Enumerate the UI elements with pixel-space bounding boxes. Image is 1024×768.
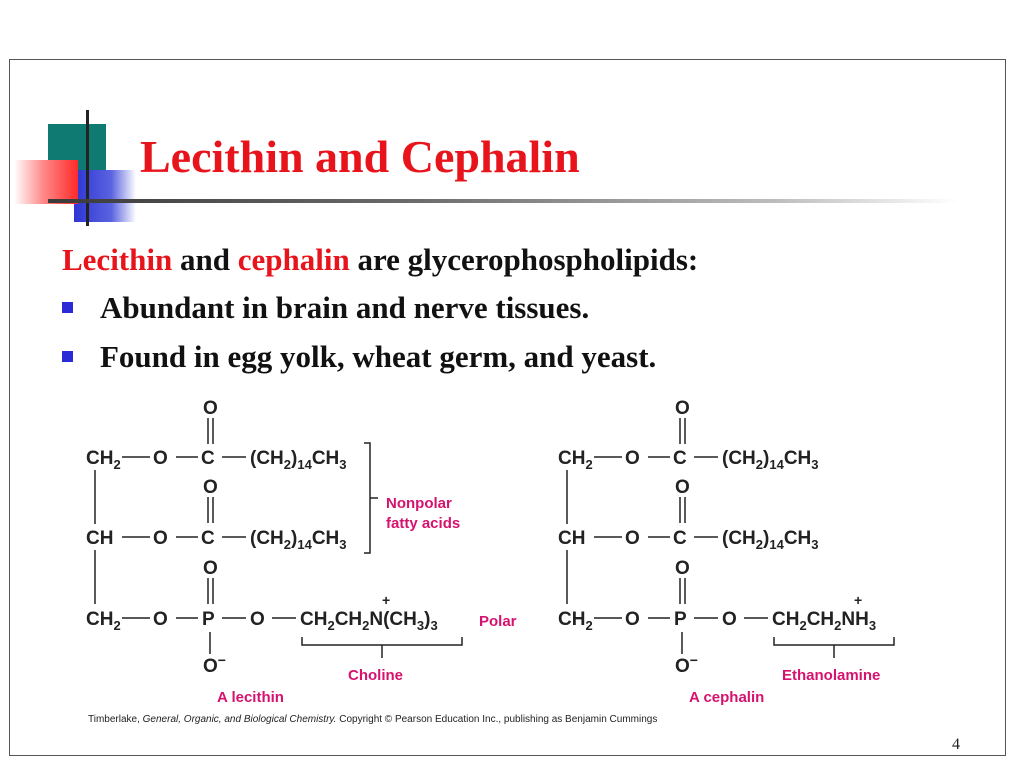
svg-text:CH2CH2N(CH3)3: $CH_2CH_2N(CH_3)_3$ [300,609,438,633]
svg-text:C: C [201,448,215,469]
lecithin-labels [217,495,517,706]
svg-text:O: O [675,398,690,419]
svg-text:C: C [673,448,687,469]
credit-author: Timberlake, [88,714,143,725]
svg-text:CH2: $CH_2$ [86,609,121,633]
structure-figure [0,380,1024,715]
svg-text:O: O [625,609,640,630]
bullet-text-1: Abundant in brain and nerve tissues. [100,290,590,325]
svg-text:CH2: $CH_2$ [86,448,121,472]
intro-cephalin-word: cephalin [237,242,350,277]
svg-text:O: O [675,558,690,579]
svg-text:fatty acids: fatty acids [386,515,461,532]
svg-text:CH2: $CH_2$ [558,609,593,633]
cephalin-labels [689,667,880,706]
svg-text:O: O [250,609,265,630]
intro-line [62,244,698,275]
title-underline [48,199,958,203]
svg-text:O: O [625,448,640,469]
svg-text:P: P [202,609,215,630]
svg-text:O: O [153,528,168,549]
svg-text:A cephalin: A cephalin [689,689,765,706]
svg-text:A lecithin: A lecithin [217,689,284,706]
svg-text:CH: CH [86,528,114,549]
bullet-marker-2 [62,351,73,362]
svg-text:O−: O− [203,652,226,677]
svg-text:C: C [201,528,215,549]
svg-text:(CH2)14CH3: $(CH_2)_{14}CH_3$ [722,528,819,552]
svg-text:O: O [153,448,168,469]
svg-text:O: O [203,398,218,419]
svg-text:Nonpolar: Nonpolar [386,495,452,512]
svg-text:CH2CH2NH3: $CH_2CH_2NH_3$ [772,609,877,633]
decor-red-square [14,160,78,204]
svg-text:O: O [722,609,737,630]
svg-text:O−: O− [675,652,698,677]
figure-credit [88,714,657,725]
intro-and: and [172,242,238,277]
svg-text:(CH2)14CH3: $(CH_2)_{14}CH_3$ [722,448,819,472]
decor-blue-square [74,170,136,222]
svg-text:(CH2)14CH3: $(CH_2)_{14}CH_3$ [250,448,347,472]
svg-text:Ethanolamine: Ethanolamine [782,667,881,684]
svg-text:+: + [854,592,863,608]
credit-rest: Copyright © Pearson Education Inc., publishing as Benjamin Cummings [336,714,658,725]
credit-book: General, Organic, and Biological Chemistry. [142,714,337,725]
svg-text:Polar: Polar [479,613,517,630]
svg-text:O: O [203,477,218,498]
slide-title: Lecithin and Cephalin [140,131,580,182]
svg-text:O: O [153,609,168,630]
svg-text:(CH2)14CH3: $(CH_2)_{14}CH_3$ [250,528,347,552]
bullet-text-2: Found in egg yolk, wheat germ, and yeast. [100,339,657,374]
svg-text:P: P [674,609,687,630]
decor-vertical-line [86,110,89,226]
svg-text:Choline: Choline [348,667,403,684]
svg-text:CH: CH [558,528,586,549]
svg-text:O: O [625,528,640,549]
page-number: 4 [952,736,960,753]
svg-text:CH2: $CH_2$ [558,448,593,472]
svg-text:O: O [675,477,690,498]
svg-text:O: O [203,558,218,579]
bullet-marker-1 [62,302,73,313]
svg-text:C: C [673,528,687,549]
intro-rest: are glycerophospholipids: [349,242,699,277]
svg-text:+: + [382,592,391,608]
intro-lecithin-word: Lecithin [62,242,173,277]
